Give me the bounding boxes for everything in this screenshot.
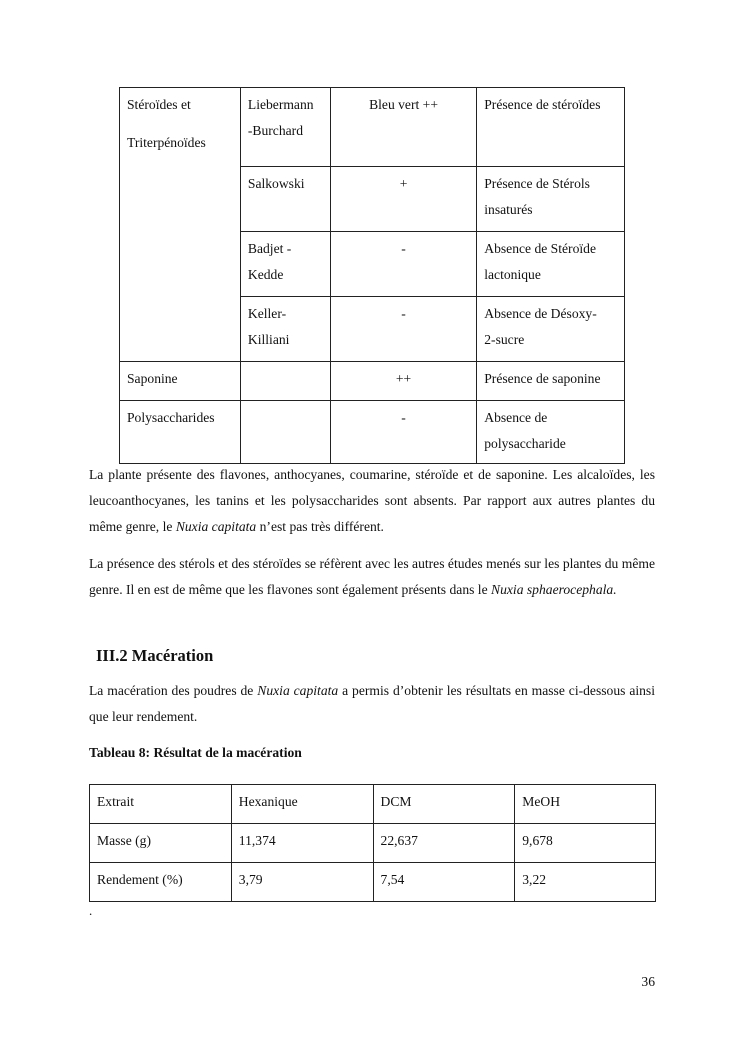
table-row bbox=[90, 824, 656, 863]
paragraph-text: La plante présente des flavones, anthocyanes, coumarine, stéroïde et de saponine. Les alcaloïdes, les leucoanthocyanes, les tanins et les polysaccharides sont absents. Par rapport aux autres plantes du même genre, le bbox=[89, 467, 655, 534]
cell-text: Stéroïdes et bbox=[127, 97, 191, 112]
screening-table bbox=[119, 87, 625, 464]
cell-text: Présence de Stérols bbox=[484, 176, 590, 191]
table-header-cell: MeOH bbox=[515, 785, 656, 824]
table-cell-result: - bbox=[330, 297, 476, 362]
table-cell-interpretation bbox=[477, 167, 625, 232]
cell-text: Présence de stéroïdes bbox=[484, 97, 601, 112]
cell-text: Absence de bbox=[484, 410, 548, 425]
table-cell-interpretation bbox=[477, 88, 625, 167]
table-cell-test bbox=[240, 362, 330, 401]
cell-text: Keller- bbox=[247, 306, 287, 321]
table-cell-test bbox=[240, 297, 330, 362]
paragraph-text: n’est pas très différent. bbox=[256, 519, 384, 534]
cell-text: Triterpénoïdes bbox=[127, 135, 206, 150]
table-cell-test bbox=[240, 88, 330, 167]
table-cell-test: Salkowski bbox=[240, 167, 330, 232]
table-cell: 11,374 bbox=[231, 824, 373, 863]
paragraph-flavones-summary bbox=[89, 462, 655, 540]
section-heading: III.2 Macération bbox=[96, 646, 214, 665]
table-cell-test bbox=[240, 232, 330, 297]
table-cell-result: + bbox=[330, 167, 476, 232]
species-name: Nuxia sphaerocephala. bbox=[491, 582, 617, 597]
cell-text: polysaccharide bbox=[484, 436, 566, 451]
table-row bbox=[120, 401, 625, 464]
table-cell: 22,637 bbox=[373, 824, 515, 863]
table-header-row bbox=[90, 785, 656, 824]
cell-text: Absence de Stéroïde bbox=[484, 241, 596, 256]
table-cell-family bbox=[120, 88, 241, 362]
cell-text: lactonique bbox=[484, 267, 541, 282]
table-cell-interpretation: Présence de saponine bbox=[477, 362, 625, 401]
maceration-table bbox=[89, 784, 656, 902]
table-row bbox=[120, 88, 625, 167]
paragraph-sterols bbox=[89, 551, 655, 603]
cell-text: insaturés bbox=[484, 202, 533, 217]
table-cell-family: Saponine bbox=[120, 362, 241, 401]
cell-text: Kedde bbox=[247, 267, 284, 282]
paragraph-text: a permis d’obtenir les résultats en masse ci-dessous ainsi que leur rendement. bbox=[89, 683, 656, 724]
table-cell: Rendement (%) bbox=[90, 863, 232, 902]
table-cell-result: - bbox=[330, 232, 476, 297]
table-caption: Tableau 8: Résultat de la macération bbox=[89, 745, 302, 760]
table-row bbox=[90, 863, 656, 902]
table-row bbox=[120, 362, 625, 401]
cell-text: Liebermann bbox=[247, 97, 314, 112]
table-cell: 3,79 bbox=[231, 863, 373, 902]
table-header-cell: Extrait bbox=[90, 785, 232, 824]
cell-text: Killiani bbox=[247, 332, 290, 347]
table-cell-result: ++ bbox=[330, 362, 476, 401]
table-cell: 3,22 bbox=[515, 863, 656, 902]
page-number: 36 bbox=[641, 974, 655, 989]
table-cell: 9,678 bbox=[515, 824, 656, 863]
table-cell-result: - bbox=[330, 401, 476, 464]
table-cell-interpretation bbox=[477, 297, 625, 362]
table-cell: 7,54 bbox=[373, 863, 515, 902]
table-cell-test bbox=[240, 401, 330, 464]
paragraph-text: La présence des stérols et des stéroïdes se réfèrent avec les autres études menés sur les plantes du même genre. Il en est de même que les flavones sont également présents dans le bbox=[89, 556, 655, 597]
cell-text: -Burchard bbox=[247, 123, 303, 138]
cell-text: 2-sucre bbox=[484, 332, 525, 347]
cell-text: Badjet - bbox=[247, 241, 292, 256]
paragraph-text: La macération des poudres de bbox=[89, 683, 258, 698]
species-name: Nuxia capitata bbox=[257, 683, 339, 698]
paragraph-maceration bbox=[89, 678, 655, 730]
cell-text: Absence de Désoxy- bbox=[484, 306, 597, 321]
table-cell: Masse (g) bbox=[90, 824, 232, 863]
table-cell-interpretation bbox=[477, 232, 625, 297]
table-header-cell: DCM bbox=[373, 785, 515, 824]
species-name: Nuxia capitata bbox=[175, 519, 257, 534]
table-header-cell: Hexanique bbox=[231, 785, 373, 824]
table-cell-family: Polysaccharides bbox=[120, 401, 241, 464]
stray-dot: . bbox=[89, 903, 93, 918]
table-cell-result: Bleu vert ++ bbox=[330, 88, 476, 167]
table-cell-interpretation bbox=[477, 401, 625, 464]
